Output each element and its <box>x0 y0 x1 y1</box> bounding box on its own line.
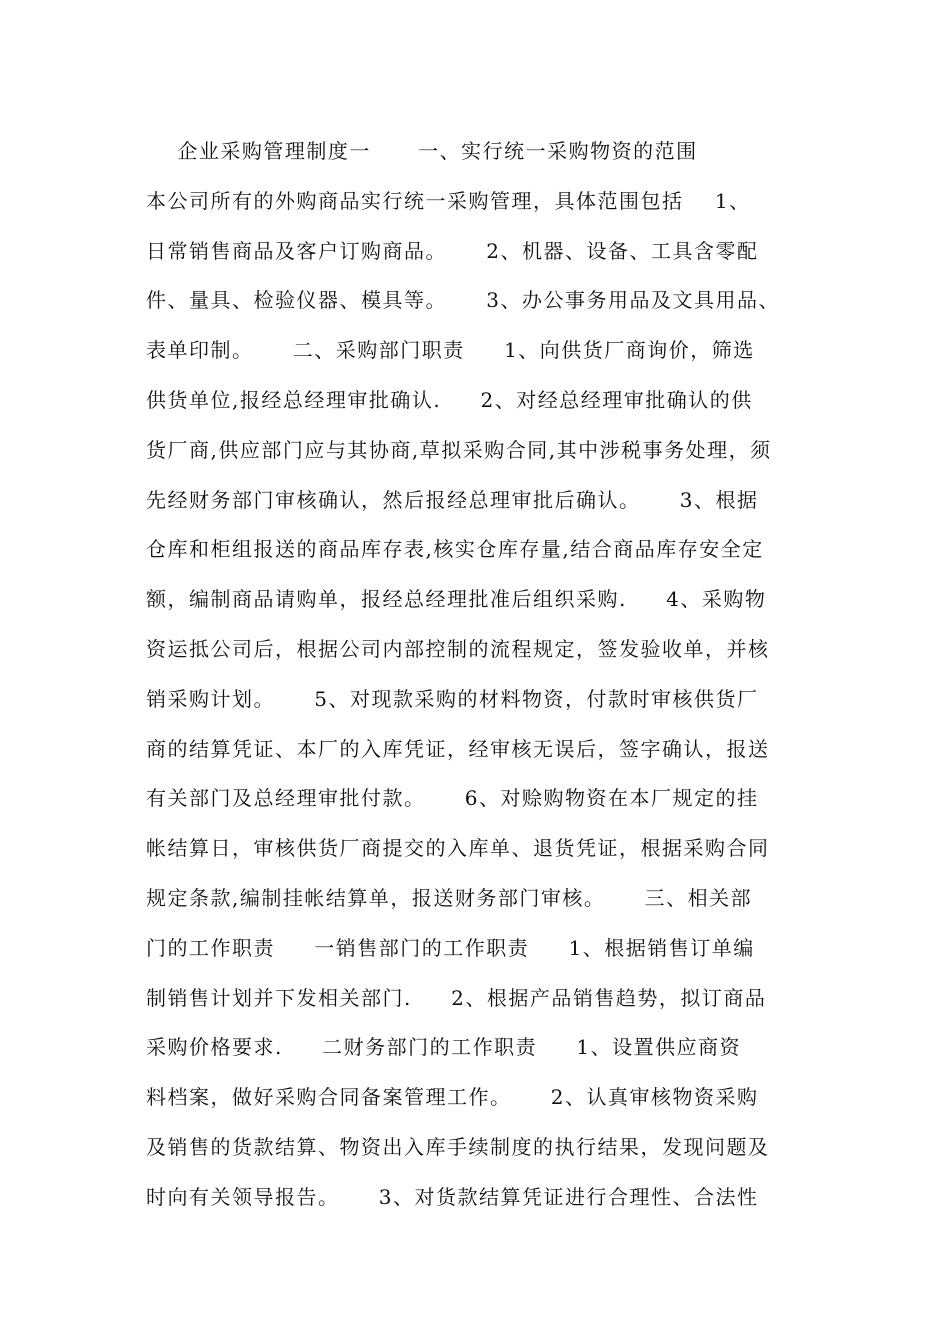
text-line-14: 有关部门及总经理审批付款。 6、对赊购物资在本厂规定的挂 <box>146 786 759 811</box>
text-line-21: 及销售的货款结算、物资出入库手续制度的执行结果，发现问题及 <box>146 1134 770 1159</box>
text-line-5: 表单印制。 二、采购部门职责 1、向供货厂商询价，筛选 <box>146 338 755 363</box>
text-line-8: 先经财务部门审核确认，然后报经总理审批后确认。 3、根据 <box>146 487 759 512</box>
text-line-6: 供货单位,报经总经理审批确认. 2、对经总经理审批确认的供 <box>146 387 753 412</box>
text-line-2: 本公司所有的外购商品实行统一采购管理，具体范围包括 1、 <box>146 188 751 213</box>
text-line-10: 额，编制商品请购单，报经总经理批准后组织采购. 4、采购物 <box>146 587 767 612</box>
text-line-12: 销采购计划。 5、对现款采购的材料物资，付款时审核供货厂 <box>146 686 759 711</box>
text-line-20: 料档案，做好采购合同备案管理工作。 2、认真审核物资采购 <box>146 1085 759 1110</box>
body-text <box>146 127 826 1223</box>
text-line-18: 制销售计划并下发相关部门. 2、根据产品销售趋势，拟订商品 <box>146 985 767 1010</box>
text-line-16: 规定条款,编制挂帐结算单，报送财务部门审核。 三、相关部 <box>146 885 753 910</box>
text-line-11: 资运抵公司后，根据公司内部控制的流程规定，签发验收单，并核 <box>146 636 770 661</box>
text-line-13: 商的结算凭证、本厂的入库凭证，经审核无误后，签字确认，报送 <box>146 736 770 761</box>
text-line-4: 件、量具、检验仪器、模具等。 3、办公事务用品及文具用品、 <box>146 288 781 313</box>
text-line-3: 日常销售商品及客户订购商品。 2、机器、设备、工具含零配 <box>146 238 759 263</box>
text-line-9: 仓库和柜组报送的商品库存表,核实仓库存量,结合商品库存安全定 <box>146 537 764 562</box>
text-line-19: 采购价格要求. 二财务部门的工作职责 1、设置供应商资 <box>146 1035 742 1060</box>
text-line-7: 货厂商,供应部门应与其协商,草拟采购合同,其中涉税事务处理，须 <box>146 437 772 462</box>
text-line-17: 门的工作职责 一销售部门的工作职责 1、根据销售订单编 <box>146 935 755 960</box>
text-line-22: 时向有关领导报告。 3、对货款结算凭证进行合理性、合法性 <box>146 1184 759 1209</box>
text-line-15: 帐结算日，审核供货厂商提交的入库单、退货凭证，根据采购合同 <box>146 836 770 861</box>
text-line-1: 企业采购管理制度一 一、实行统一采购物资的范围 <box>146 139 698 163</box>
